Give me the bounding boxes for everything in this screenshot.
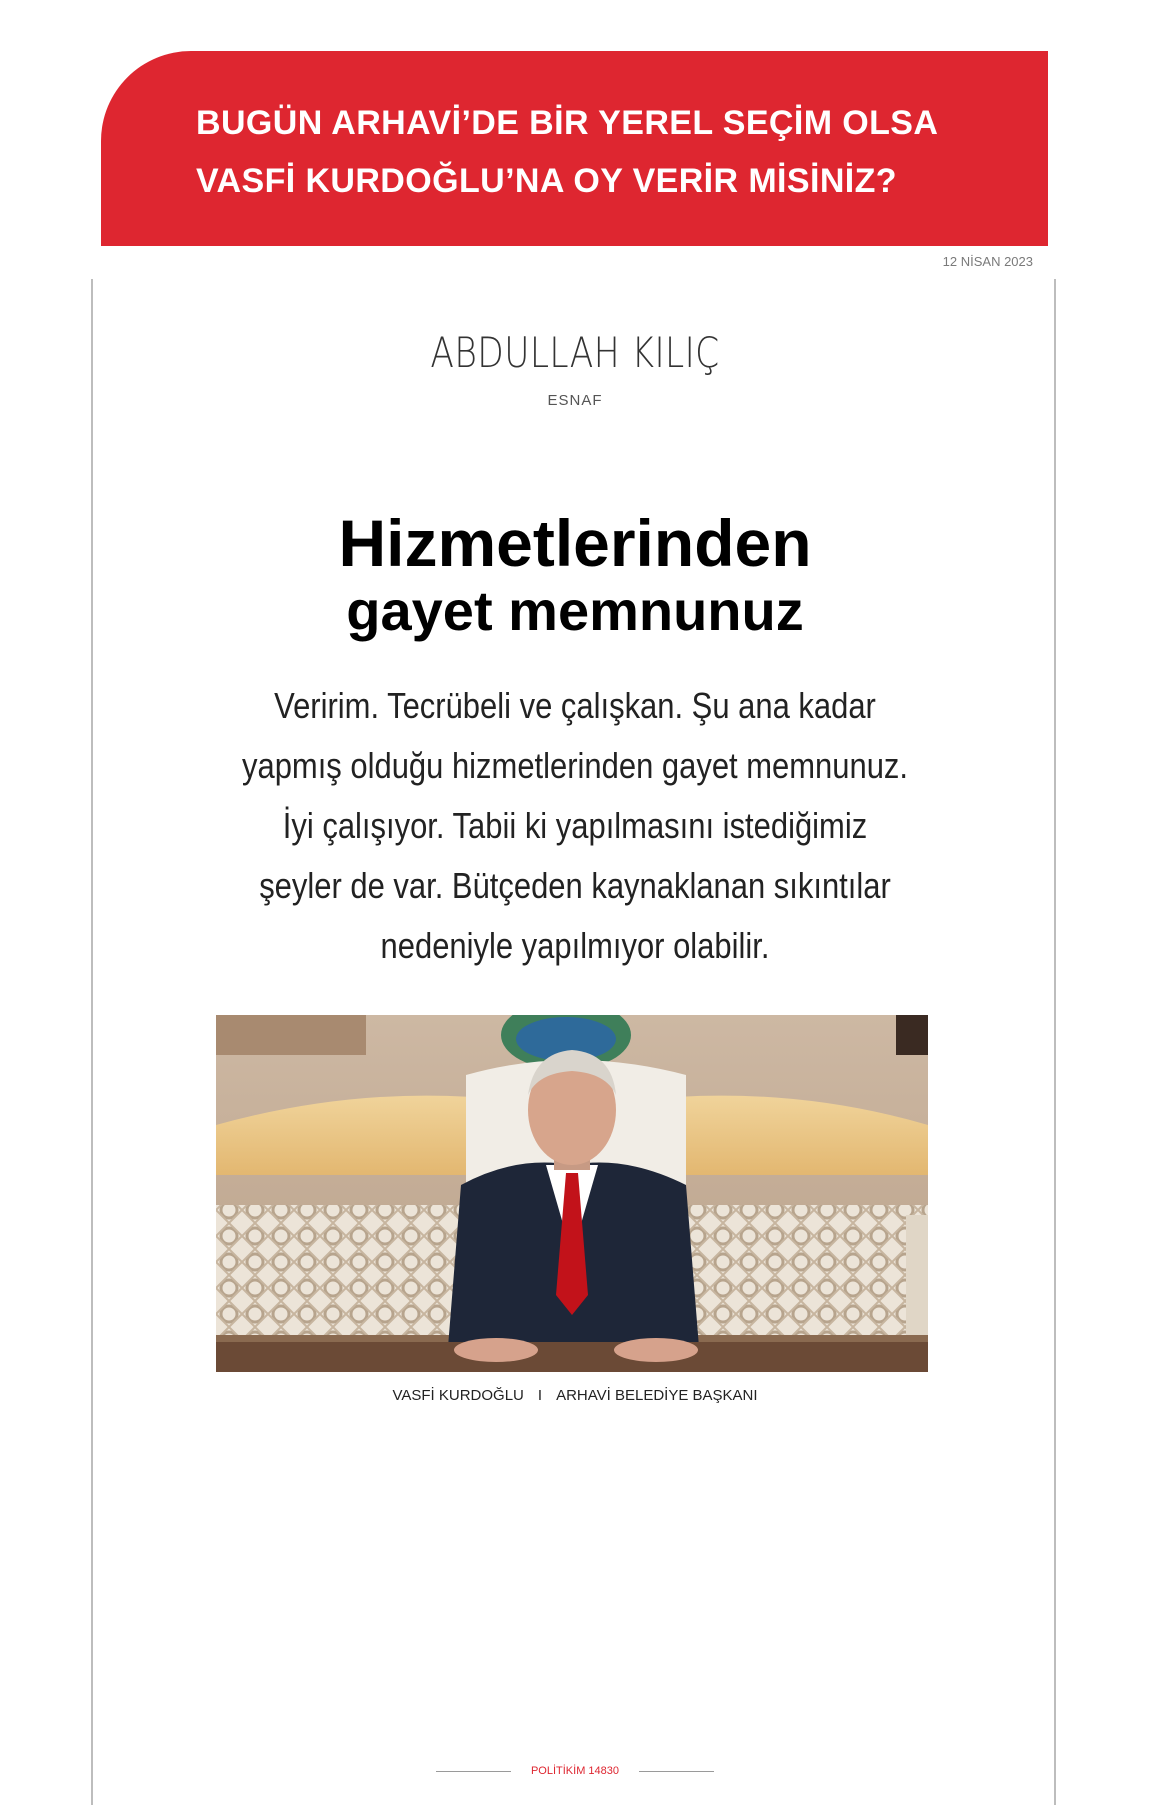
quote-line: yapmış olduğu hizmetlerinden gayet memnunuz. [241, 745, 908, 786]
author-name: ABDULLAH KILIÇ [430, 328, 720, 377]
photo-caption [0, 1387, 1150, 1404]
quote-line: Veririm. Tecrübeli ve çalışkan. Şu ana kadar [274, 685, 876, 726]
mayor-portrait-photo [216, 1015, 928, 1372]
banner-question-line-1: BUGÜN ARHAVİ’DE BİR YEREL SEÇİM OLSA [196, 104, 939, 142]
publish-date: 12 NİSAN 2023 [942, 254, 1033, 269]
footer-rule-left [436, 1771, 511, 1772]
banner-question-line-2: VASFİ KURDOĞLU’NA OY VERİR MİSİNİZ? [196, 162, 897, 200]
caption-title: ARHAVİ BELEDİYE BAŞKANI [556, 1387, 758, 1404]
author-role: ESNAF [547, 392, 603, 409]
footer-rule-right [639, 1771, 714, 1772]
headline-line-1: Hizmetlerinden [338, 506, 812, 580]
quote-line: nedeniyle yapılmıyor olabilir. [380, 925, 770, 966]
footer-label: POLİTİKİM 14830 [530, 1765, 620, 1777]
quote-body [160, 676, 990, 976]
headline-banner [101, 51, 1048, 246]
quote-line: şeyler de var. Bütçeden kaynaklanan sıkıntılar [259, 865, 891, 906]
headline-line-2: gayet memnunuz [346, 579, 804, 642]
caption-name: VASFİ KURDOĞLU [392, 1387, 524, 1404]
caption-separator: I [537, 1387, 543, 1404]
quote-line: İyi çalışıyor. Tabii ki yapılmasını istediğimiz [282, 805, 868, 846]
footer [0, 1765, 1150, 1777]
